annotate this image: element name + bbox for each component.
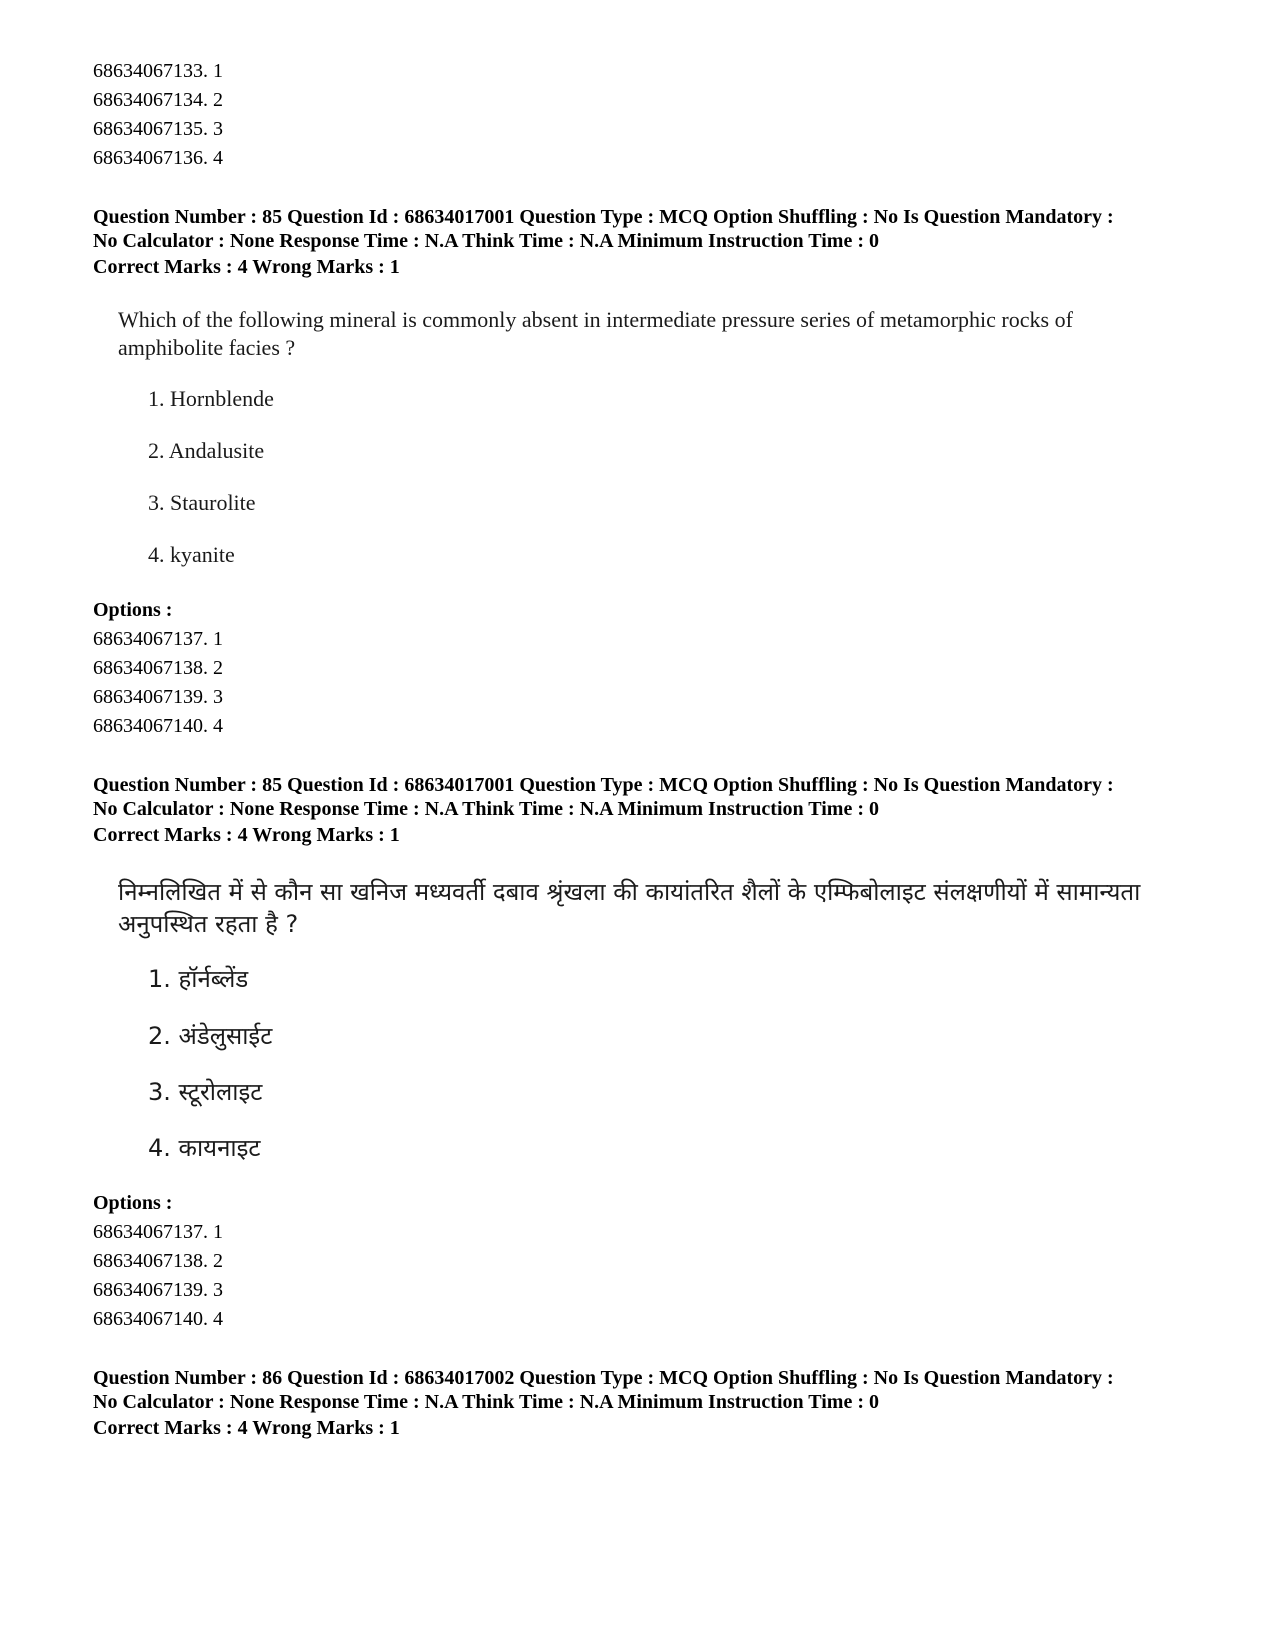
question-meta-line: No Calculator : None Response Time : N.A Think Time : N.A Minimum Instruction Time : 0	[93, 798, 879, 820]
marks-line: Correct Marks : 4 Wrong Marks : 1	[93, 256, 400, 278]
question-85-en-text	[118, 306, 1178, 362]
question-85-en-options	[93, 596, 223, 741]
choice-1: 1. हॉर्नब्लेंड	[148, 965, 249, 993]
options-label: Options :	[93, 599, 173, 621]
option-id: 68634067137. 1	[93, 1221, 223, 1243]
choice-4: 4. kyanite	[148, 542, 235, 567]
question-85-hi-options	[93, 1189, 223, 1334]
question-85-en-meta	[93, 205, 1114, 282]
option-id: 68634067139. 3	[93, 686, 223, 708]
choice-2: 2. अंडेलुसाईट	[148, 1022, 273, 1050]
question-meta-line: No Calculator : None Response Time : N.A Think Time : N.A Minimum Instruction Time : 0	[93, 230, 879, 252]
option-id: 68634067140. 4	[93, 715, 223, 737]
question-85-hi-text	[118, 876, 1188, 940]
question-meta-line: No Calculator : None Response Time : N.A Think Time : N.A Minimum Instruction Time : 0	[93, 1391, 879, 1413]
option-id: 68634067137. 1	[93, 628, 223, 650]
question-85-hi-meta	[93, 773, 1114, 850]
choice-3: 3. Staurolite	[148, 490, 256, 515]
choice-4: 4. कायनाइट	[148, 1134, 261, 1162]
choice-1: 1. Hornblende	[148, 386, 274, 411]
question-meta-line: Question Number : 86 Question Id : 68634017002 Question Type : MCQ Option Shuffling : No Is Question Mandatory :	[93, 1367, 1114, 1389]
question-86-meta	[93, 1366, 1114, 1443]
option-id: 68634067135. 3	[93, 118, 223, 140]
question-meta-line: Question Number : 85 Question Id : 68634017001 Question Type : MCQ Option Shuffling : No Is Question Mandatory :	[93, 774, 1114, 796]
marks-line: Correct Marks : 4 Wrong Marks : 1	[93, 1417, 400, 1439]
marks-line: Correct Marks : 4 Wrong Marks : 1	[93, 824, 400, 846]
option-id: 68634067133. 1	[93, 60, 223, 82]
option-id: 68634067139. 3	[93, 1279, 223, 1301]
option-id: 68634067138. 2	[93, 657, 223, 679]
question-meta-line: Question Number : 85 Question Id : 68634017001 Question Type : MCQ Option Shuffling : No Is Question Mandatory :	[93, 206, 1114, 228]
option-id: 68634067140. 4	[93, 1308, 223, 1330]
previous-options-list	[93, 57, 223, 173]
option-id: 68634067136. 4	[93, 147, 223, 169]
options-label: Options :	[93, 1192, 173, 1214]
option-id: 68634067134. 2	[93, 89, 223, 111]
question-text: निम्नलिखित में से कौन सा खनिज मध्यवर्ती दबाव श्रृंखला की कायांतरित शैलों के एम्फिबोलाइट संलक्षणीयों में सामान्यता अनुपस्थित रहता है ?	[118, 878, 1141, 938]
choice-2: 2. Andalusite	[148, 438, 265, 463]
question-text: Which of the following mineral is commonly absent in intermediate pressure series of metamorphic rocks of amphibolite facies ?	[118, 307, 1073, 360]
choice-3: 3. स्टूरोलाइट	[148, 1078, 263, 1106]
option-id: 68634067138. 2	[93, 1250, 223, 1272]
